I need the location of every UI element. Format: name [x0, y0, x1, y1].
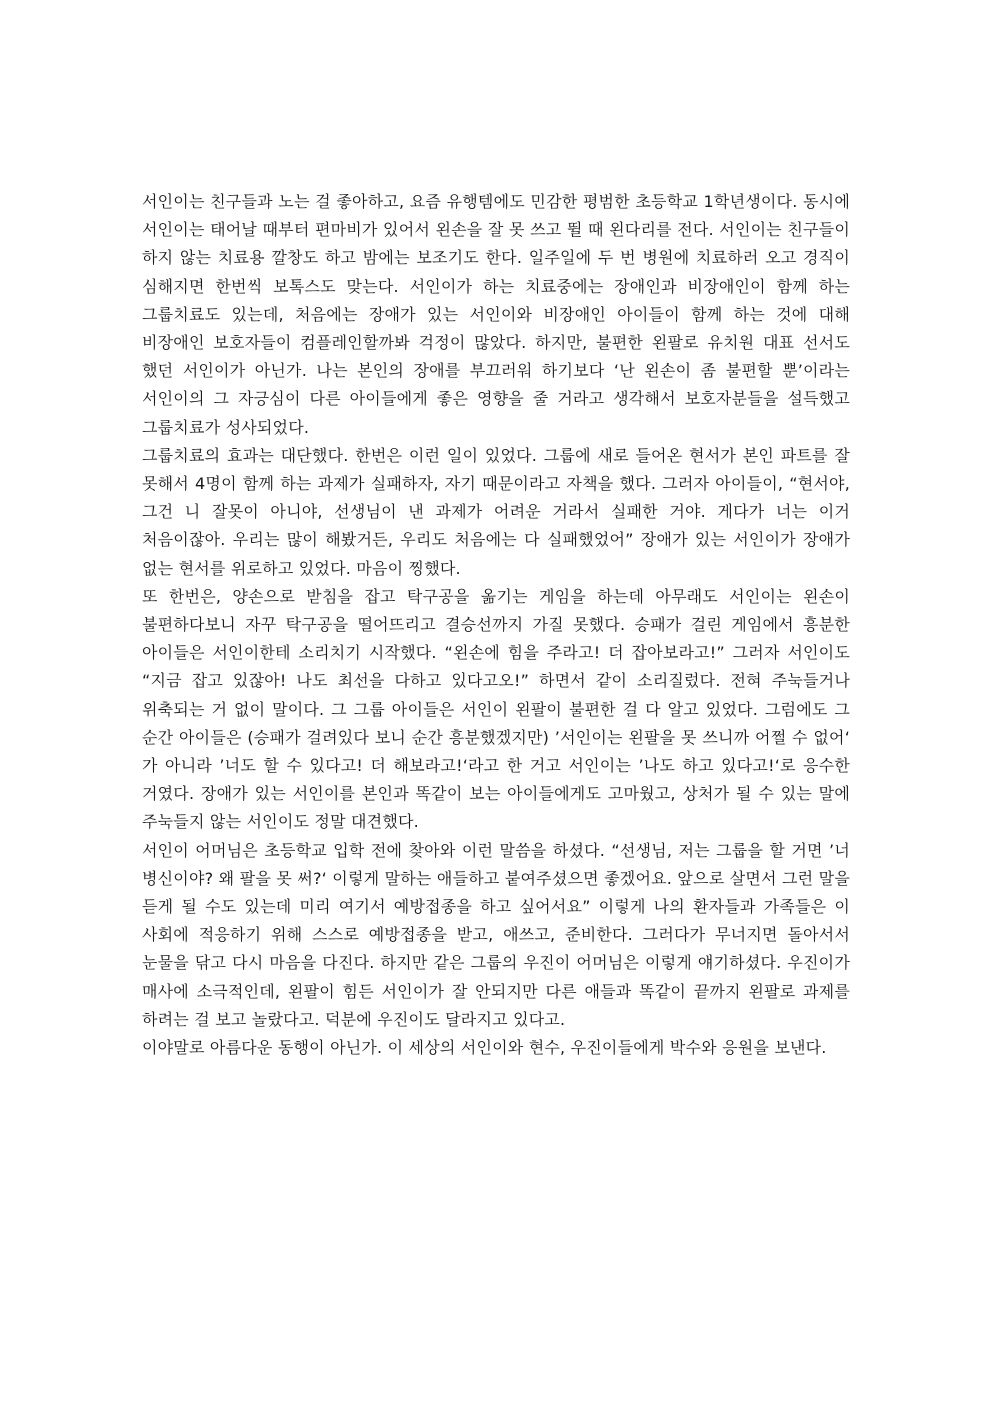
paragraph-mother-request: 서인이 어머님은 초등학교 입학 전에 찾아와 이런 말씀을 하셨다. “선생님, 저는 그룹을 할 거면 ’너 병신이야? 왜 팔을 못 써?‘ 이렇게 말하는 애들하고 붙여주셨으면 좋겠어요. 앞으로 살면서 그런 말을 듣게 될 수도 있는데 미리 여기서 예방접종을 하고 싶어서요” 이렇게 나의 환자들과 가족들은 이 사회에 적응하기 위해 스스로 예방접종을 받고, 애쓰고, 준비한다. 그러다가 무너지면 돌아서서 눈물을 닦고 다시 마음을 다진다. 하지만 같은 그룹의 우진이 어머님은 이렇게 얘기하셨다. 우진이가 매사에 소극적인데, 왼팔이 힘든 서인이가 잘 안되지만 다른 애들과 똑같이 끝까지 왼팔로 과제를 하려는 걸 보고 놀랐다고. 덕분에 우진이도 달라지고 있다고. — [142, 840, 850, 1029]
paragraph-group-therapy: 그룹치료의 효과는 대단했다. 한번은 이런 일이 있었다. 그룹에 새로 들어온 현서가 본인 파트를 잘 못해서 4명이 함께 하는 과제가 실패하자, 자기 때문이라고 자책을 했다. 그러자 아이들이, “현서야, 그건 니 잘못이 아니야, 선생님이 낸 과제가 어려운 거라서 실패한 거야. 게다가 너는 이거 처음이잖아. 우리는 많이 해봤거든, 우리도 처음에는 다 실패했었어” 장애가 있는 서인이가 장애가 없는 현서를 위로하고 있었다. 마음이 찡했다. — [142, 445, 850, 578]
paragraph-ping-pong-game: 또 한번은, 양손으로 받침을 잡고 탁구공을 옮기는 게임을 하는데 아무래도 서인이는 왼손이 불편하다보니 자꾸 탁구공을 떨어뜨리고 결승선까지 가질 못했다. 승패가 걸린 게임에서 흥분한 아이들은 서인이한테 소리치기 시작했다. “왼손에 힘을 주라고! 더 잡아보라고!” 그러자 서인이도 “지금 잡고 있잖아! 나도 최선을 다하고 있다고오!” 하면서 같이 소리질렀다. 전혀 주눅들거나 위축되는 거 없이 말이다. 그 그룹 아이들은 서인이 왼팔이 불편한 걸 다 알고 있었다. 그럼에도 그 순간 아이들은 (승패가 걸려있다 보니 순간 흥분했겠지만) ’서인이는 왼팔을 못 쓰니까 어쩔 수 없어‘ 가 아니라 ’너도 할 수 있다고! 더 해보라고!‘라고 한 거고 서인이는 ’나도 하고 있다고!‘로 응수한 거였다. 장애가 있는 서인이를 본인과 똑같이 보는 아이들에게도 고마웠고, 상처가 될 수 있는 말에 주눅들지 않는 서인이도 정말 대견했다. — [142, 586, 850, 832]
paragraph-closing: 이야말로 아름다운 동행이 아닌가. 이 세상의 서인이와 현수, 우진이들에게 박수와 응원을 보낸다. — [142, 1038, 827, 1058]
paragraph-intro: 서인이는 친구들과 노는 걸 좋아하고, 요즘 유행템에도 민감한 평범한 초등학교 1학년생이다. 동시에 서인이는 태어날 때부터 편마비가 있어서 왼손을 잘 못 쓰고 뛸 때 왼다리를 전다. 서인이는 친구들이 하지 않는 치료용 깔창도 하고 밤에는 보조기도 한다. 일주일에 두 번 병원에 치료하러 오고 경직이 심해지면 한번씩 보톡스도 맞는다. 서인이가 하는 치료중에는 장애인과 비장애인이 함께 하는 그룹치료도 있는데, 처음에는 장애가 있는 서인이와 비장애인 아이들이 함께 하는 것에 대해 비장애인 보호자들이 컴플레인할까봐 걱정이 많았다. 하지만, 불편한 왼팔로 유치원 대표 선서도 했던 서인이가 아닌가. 나는 본인의 장애를 부끄러워 하기보다 ‘난 왼손이 좀 불편할 뿐’이라는 서인이의 그 자긍심이 다른 아이들에게 좋은 영향을 줄 거라고 생각해서 보호자분들을 설득했고 그룹치료가 성사되었다. — [142, 192, 850, 437]
document-body — [142, 188, 850, 1062]
